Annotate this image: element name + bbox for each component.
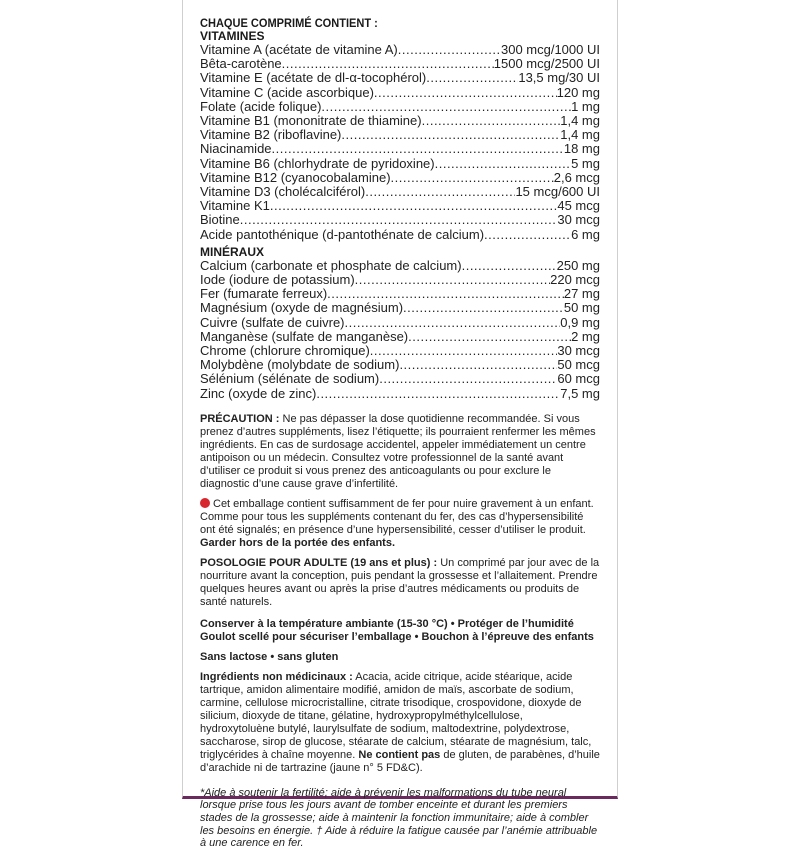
dot-leader <box>282 57 494 71</box>
vitamin-amount: 45 mcg <box>557 198 600 214</box>
vitamin-amount: 1 mg <box>571 98 600 114</box>
dot-leader <box>321 100 571 114</box>
dot-leader <box>341 128 560 142</box>
warning-dot-icon <box>200 498 210 508</box>
vitamin-row <box>200 57 600 71</box>
precaution-label: PRÉCAUTION : <box>200 412 280 425</box>
iron-warning-paragraph <box>200 498 600 550</box>
vitamin-amount: 18 mg <box>563 141 600 157</box>
mineral-row <box>200 273 600 287</box>
minerals-list <box>200 259 600 401</box>
supplement-facts-panel <box>200 17 600 861</box>
vitamin-row <box>200 199 600 213</box>
mineral-amount: 0,9 mg <box>560 314 600 330</box>
vitamin-amount: 120 mg <box>556 84 600 100</box>
mineral-row <box>200 259 600 273</box>
mineral-name: Molybdène (molybdate de sodium) <box>200 357 400 373</box>
vitamin-amount: 1500 mcg/2500 UI <box>493 56 600 72</box>
dot-leader <box>270 199 558 213</box>
vitamin-name: Acide pantothénique (d-pantothénate de calcium) <box>200 226 485 242</box>
vitamin-amount: 2,6 mcg <box>553 169 600 185</box>
dot-leader <box>391 171 554 185</box>
dot-leader <box>327 287 564 301</box>
mineral-row <box>200 372 600 386</box>
dot-leader <box>379 372 557 386</box>
vitamin-row <box>200 142 600 156</box>
ingredients-text: Acacia, acide citrique, acide stéarique, acide tartrique, amidon alimentaire modifié, amidon de maïs, ascorbate de sodium, carmine, cellulose microcristalline, citrate trisodique, crospovidone, dioxyde de silicium, dioxyde de titane, gélatine, hydroxypropylméthylcellulose, hydroxytoluène butylé, laurylsulfate de sodium, maltodextrine, polydextrose, saccharose, sirop de glucose, stéarate de calcium, stéarate de magnésium, talc, triglycérides à chaîne moyenne. <box>200 670 592 761</box>
dot-leader <box>365 185 515 199</box>
vitamin-name: Vitamine A (acétate de vitamine A) <box>200 42 398 57</box>
mineral-name: Calcium (carbonate et phosphate de calcium) <box>200 257 462 273</box>
vitamin-name: Niacinamide <box>200 141 272 157</box>
vitamin-row <box>200 100 600 114</box>
vitamin-amount: 15 mcg/600 UI <box>515 184 600 200</box>
mineral-amount: 30 mcg <box>557 343 600 359</box>
precaution-paragraph <box>200 413 600 491</box>
vitamin-name: Vitamine K1 <box>200 198 270 214</box>
mineral-row <box>200 387 600 401</box>
vitamin-name: Bêta-carotène <box>200 56 282 72</box>
dot-leader <box>272 142 564 156</box>
vitamin-name: Vitamine B1 (mononitrate de thiamine) <box>200 113 422 129</box>
vitamin-row <box>200 114 600 128</box>
dot-leader <box>462 259 557 273</box>
dot-leader <box>240 213 558 227</box>
vitamin-name: Vitamine B6 (chlorhydrate de pyridoxine) <box>200 155 435 171</box>
dot-leader <box>370 344 558 358</box>
dot-leader <box>426 71 518 85</box>
mineral-amount: 50 mg <box>563 300 600 316</box>
mineral-name: Fer (fumarate ferreux) <box>200 286 328 302</box>
mineral-row <box>200 287 600 301</box>
vitamin-amount: 1,4 mg <box>560 127 600 143</box>
dosage-label: POSOLOGIE POUR ADULTE (19 ans et plus) : <box>200 556 438 569</box>
dot-leader <box>484 228 571 242</box>
vitamin-row <box>200 86 600 100</box>
ingredients-text-2: de gluten, de parabènes, d’huile d’arachide ni de tartrazine (jaune n° 5 FD&C). <box>200 748 600 774</box>
ingredients-label: Ingrédients non médicinaux : <box>200 670 353 683</box>
vitamin-name: Vitamine D3 (cholécalciférol) <box>200 184 366 200</box>
dosage-paragraph <box>200 557 600 609</box>
dosage-text: Un comprimé par jour avec de la nourriture avant la conception, puis pendant la grossesse et l’allaitement. Prendre quelques heures avant ou après la prise d’autres médicaments ou produits de santé naturels. <box>200 556 600 608</box>
dot-leader <box>408 330 571 344</box>
vitamins-heading: VITAMINES <box>200 29 265 43</box>
mineral-name: Zinc (oxyde de zinc) <box>200 385 317 401</box>
ingredients-paragraph <box>200 671 600 775</box>
dot-leader <box>403 301 564 315</box>
dot-leader <box>374 86 557 100</box>
vitamin-row <box>200 71 600 85</box>
mineral-amount: 2 mg <box>571 328 600 344</box>
storage-line-1: Conserver à la température ambiante (15-30 °C) • Protéger de l’humidité <box>200 617 574 630</box>
minerals-heading: MINÉRAUX <box>200 244 265 259</box>
mineral-amount: 7,5 mg <box>560 385 600 401</box>
vitamin-name: Biotine <box>200 212 240 228</box>
mineral-amount: 50 mcg <box>557 357 600 373</box>
vitamin-amount: 6 mg <box>571 226 600 242</box>
mineral-name: Iode (iodure de potassium) <box>200 272 355 288</box>
iron-warning-bold: Garder hors de la portée des enfants. <box>200 536 396 549</box>
dot-leader <box>435 157 571 171</box>
mineral-row <box>200 344 600 358</box>
vitamin-name: Vitamine B12 (cyanocobalamine) <box>200 169 391 185</box>
vitamin-amount: 300 mcg/1000 UI <box>500 42 600 57</box>
vitamin-amount: 30 mcg <box>557 212 600 228</box>
mineral-amount: 27 mg <box>563 286 600 302</box>
dot-leader <box>345 316 561 330</box>
vitamin-amount: 5 mg <box>571 155 600 171</box>
mineral-amount: 220 mcg <box>550 272 600 288</box>
vitamin-row <box>200 185 600 199</box>
mineral-row <box>200 316 600 330</box>
vitamins-list <box>200 43 600 242</box>
mineral-name: Cuivre (sulfate de cuivre) <box>200 314 345 330</box>
vitamin-row <box>200 128 600 142</box>
vitamin-row <box>200 171 600 185</box>
precaution-text: Ne pas dépasser la dose quotidienne recommandée. Si vous prenez d’autres suppléments, lisez l’étiquette; ils pourraient renfermer les mêmes ingrédients. En cas de surdosage accidentel, appeler immédiatement un centre antipoison ou un médecin. Consultez votre professionnel de la santé avant d’utiliser ce produit si vous prenez des anticoagulants ou pour exclure le diagnostic d’une cause grave d’infertilité. <box>200 412 596 490</box>
vitamin-row <box>200 157 600 171</box>
mineral-row <box>200 301 600 315</box>
vitamin-name: Vitamine B2 (riboflavine) <box>200 127 342 143</box>
vitamin-name: Vitamine C (acide ascorbique) <box>200 84 374 100</box>
vitamin-name: Vitamine E (acétate de dl-α-tocophérol) <box>200 70 427 86</box>
vitamin-row <box>200 213 600 227</box>
mineral-amount: 60 mcg <box>557 371 600 387</box>
dot-leader <box>398 43 501 57</box>
vitamin-row <box>200 43 600 57</box>
mineral-name: Chrome (chlorure chromique) <box>200 343 370 359</box>
vitamin-amount: 1,4 mg <box>560 113 600 129</box>
panel-title: CHAQUE COMPRIMÉ CONTIENT : <box>200 16 378 30</box>
mineral-name: Manganèse (sulfate de manganèse) <box>200 328 409 344</box>
mineral-name: Magnésium (oxyde de magnésium) <box>200 300 404 316</box>
vitamin-row <box>200 228 600 242</box>
storage-line-2: Goulot scellé pour sécuriser l’emballage • Bouchon à l’épreuve des enfants <box>200 630 594 643</box>
mineral-row <box>200 358 600 372</box>
vitamin-amount: 13,5 mg/30 UI <box>518 70 600 86</box>
free-from-line: Sans lactose • sans gluten <box>200 650 339 663</box>
dot-leader <box>355 273 550 287</box>
vitamin-name: Folate (acide folique) <box>200 98 322 114</box>
dot-leader <box>399 358 557 372</box>
footnote: *Aide à soutenir la fertilité; aide à prévenir les malformations du tube neural lorsque prise tous les jours avant de tomber enceinte et durant les premiers stades de la grossesse; aide à maintenir la fonction immunitaire; aide à combler les besoins en énergie. † Aide à réduire la fatigue causée par l’anémie attribuable à une carence en fer. <box>200 786 598 850</box>
mineral-name: Sélénium (sélénate de sodium) <box>200 371 380 387</box>
ingredients-notice-bold: Ne contient pas <box>358 748 441 761</box>
mineral-amount: 250 mg <box>556 257 600 273</box>
iron-warning-text: Cet emballage contient suffisamment de fer pour nuire gravement à un enfant. Comme pour tous les suppléments contenant du fer, des cas d’hypersensibilité ont été signalés; en présence d’une hypersensibilité, cesser d’utiliser le produit. <box>200 497 594 536</box>
mineral-row <box>200 330 600 344</box>
dot-leader <box>422 114 561 128</box>
dot-leader <box>316 387 560 401</box>
